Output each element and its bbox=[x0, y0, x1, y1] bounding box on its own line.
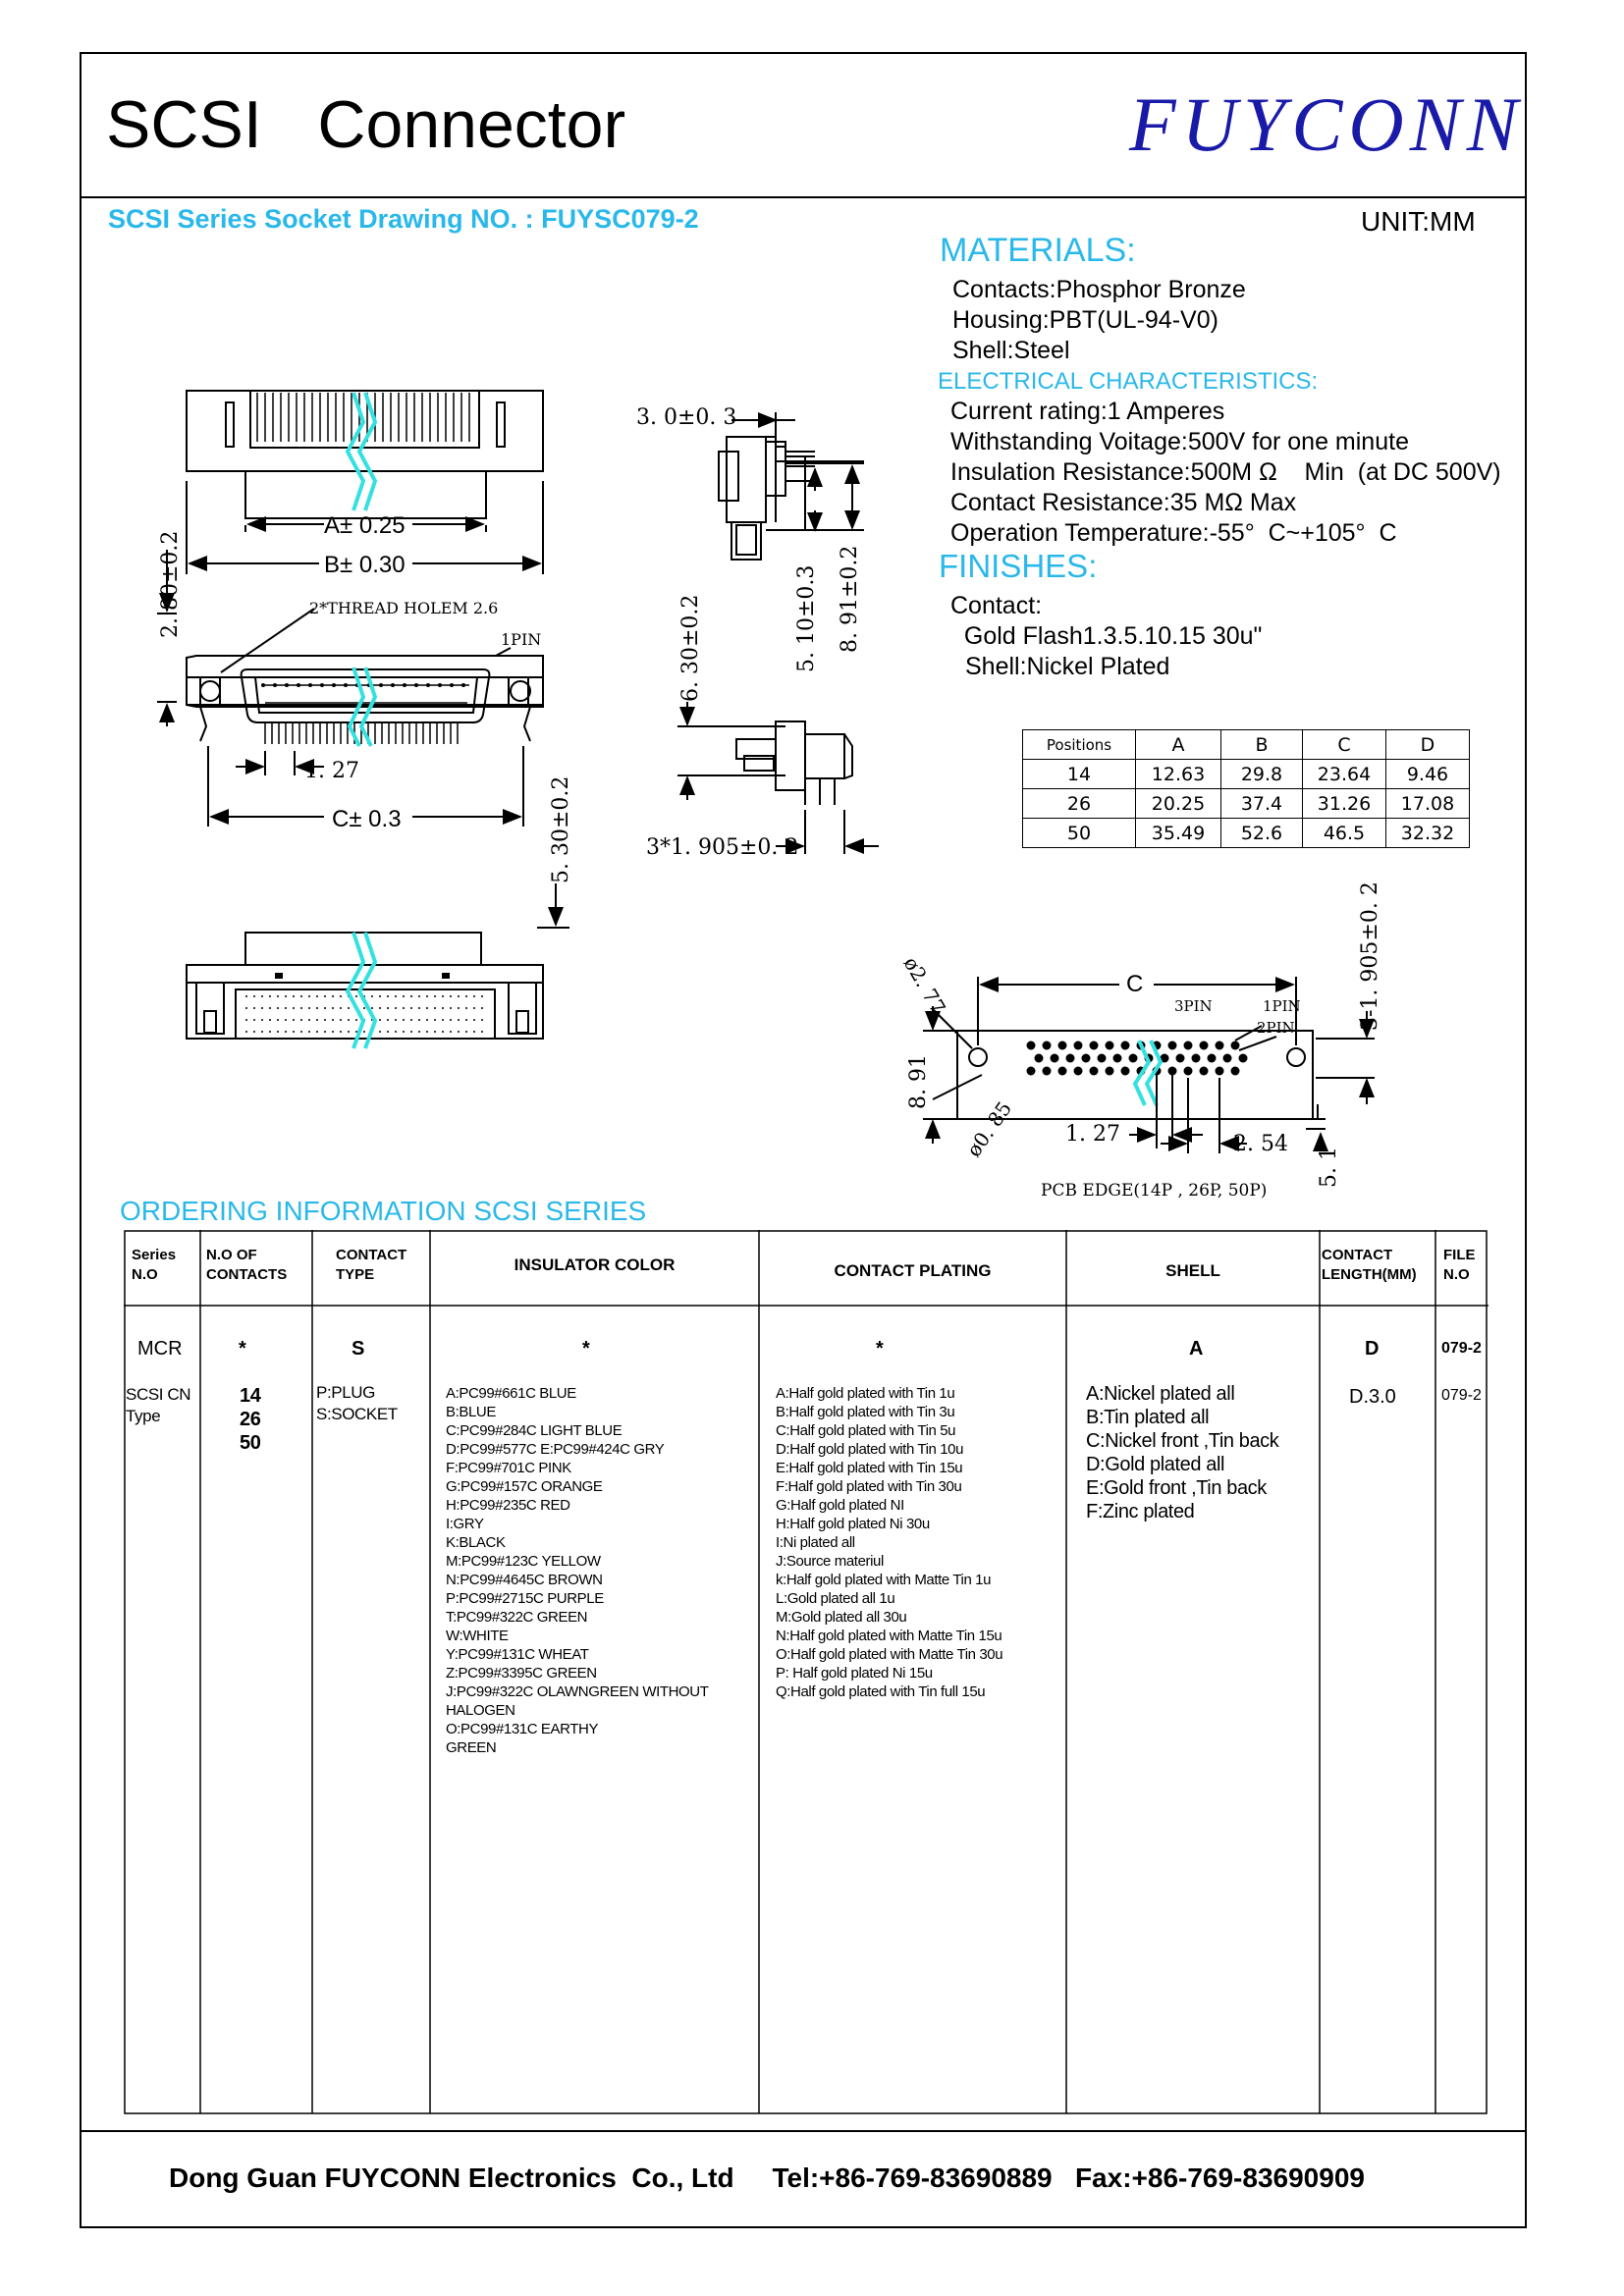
dim-table-cell: 17.08 bbox=[1386, 789, 1470, 819]
header-contacts: N.O OF CONTACTS bbox=[206, 1247, 288, 1283]
materials-heading: MATERIALS: bbox=[940, 232, 1136, 269]
top-view bbox=[187, 391, 543, 574]
side-view-top bbox=[719, 412, 864, 560]
page-title: SCSI Connector bbox=[106, 87, 626, 162]
code-shell: A bbox=[1189, 1338, 1204, 1360]
header-insulator-color: INSULATOR COLOR bbox=[514, 1255, 676, 1274]
header-contact-length: CONTACT LENGTH(MM) bbox=[1322, 1247, 1417, 1283]
front-view bbox=[157, 550, 543, 827]
dim-table-cell: 52.6 bbox=[1221, 819, 1303, 848]
materials-line: Shell:Steel bbox=[952, 337, 1070, 364]
code-plating: * bbox=[876, 1338, 884, 1360]
side-view-bottom bbox=[677, 702, 879, 854]
pcb-hole-label: ø2. 77 bbox=[898, 952, 950, 1019]
detail-contacts: 14 26 50 bbox=[240, 1385, 261, 1454]
dim-table-cell: 35.49 bbox=[1136, 819, 1221, 848]
electrical-line: Current rating:1 Amperes bbox=[950, 398, 1225, 425]
dim-table-header: C bbox=[1303, 730, 1386, 760]
electrical-line: Withstanding Voitage:500V for one minute bbox=[950, 428, 1409, 455]
dim-c-label: C± 0.3 bbox=[332, 806, 402, 832]
finishes-line: Gold Flash1.3.5.10.15 30u" bbox=[950, 622, 1263, 650]
pcb-8-91-label: 8. 91 bbox=[906, 1054, 931, 1109]
detail-series: SCSI CN Type bbox=[126, 1385, 191, 1425]
code-length: D bbox=[1365, 1338, 1380, 1360]
dim-1905-label: 3*1. 905±0. 2 bbox=[646, 835, 799, 860]
pitch-label: 1. 27 bbox=[304, 759, 359, 783]
dim-table-cell: 20.25 bbox=[1136, 789, 1221, 819]
dim-table-cell: 14 bbox=[1023, 760, 1136, 789]
dim-5-10-label: 5. 10±0.3 bbox=[794, 564, 819, 672]
dim-table-row bbox=[1023, 789, 1470, 819]
code-series: MCR bbox=[137, 1338, 183, 1360]
header-contact-type: CONTACT TYPE bbox=[336, 1247, 407, 1283]
detail-plating: A:Half gold plated with Tin 1u B:Half gold plated with Tin 3u C:Half gold plated with Tin 5u D:Half gold plated with Tin 10u E:Half gold plated with Tin 15u F:Half gold plated with Tin 30u G:Half gold plated NI H:Half gold plated Ni 30u I:Ni plated all J:Source materiul k:Half gold plated with Matte Tin 1u L:Gold plated all 1u M:Gold plated all 30u N:Half gold plated with Matte Tin 15u O:Half gold plated with Matte Tin 30u P: Half gold plated Ni 15u Q:Half gold plated with Tin full 15u bbox=[776, 1385, 1003, 1700]
finishes-heading: FINISHES: bbox=[939, 548, 1098, 584]
bottom-view bbox=[187, 883, 569, 1048]
code-type: S bbox=[352, 1338, 365, 1360]
pcb-edge-label: PCB EDGE(14P , 26P, 50P) bbox=[1041, 1181, 1268, 1201]
materials-line: Housing:PBT(UL-94-V0) bbox=[952, 306, 1218, 334]
electrical-line: Contact Resistance:35 MΩ Max bbox=[950, 489, 1297, 516]
detail-file: 079-2 bbox=[1441, 1387, 1482, 1404]
dim-table-header: B bbox=[1221, 730, 1303, 760]
pin1-label: 1PIN bbox=[501, 630, 542, 649]
header-shell: SHELL bbox=[1165, 1261, 1220, 1280]
ordering-table bbox=[124, 1230, 1489, 2115]
dim-a-label: A± 0.25 bbox=[324, 512, 406, 539]
dim-table-cell: 32.32 bbox=[1386, 819, 1470, 848]
dim-3-0-label: 3. 0±0. 3 bbox=[636, 405, 737, 430]
drawing-number: SCSI Series Socket Drawing NO. : FUYSC079-2 bbox=[108, 204, 699, 234]
code-contacts: * bbox=[239, 1338, 246, 1360]
unit-label: UNIT:MM bbox=[1361, 206, 1476, 237]
pcb-pitch-label: 3-1. 905±0. 2 bbox=[1358, 881, 1382, 1031]
pcb-5-1-label: 5. 1 bbox=[1317, 1147, 1341, 1188]
dim-table-cell: 12.63 bbox=[1136, 760, 1221, 789]
finishes-line: Shell:Nickel Plated bbox=[965, 653, 1170, 680]
dim-table-cell: 37.4 bbox=[1221, 789, 1303, 819]
pcb-1-27-label: 1. 27 bbox=[1065, 1122, 1120, 1147]
finishes-line: Contact: bbox=[950, 592, 1043, 619]
header-contact-plating: CONTACT PLATING bbox=[834, 1261, 992, 1280]
pcb-2pin-label: 2PIN bbox=[1257, 1019, 1295, 1037]
electrical-line: Insulation Resistance:500M Ω Min (at DC 500V) bbox=[950, 458, 1501, 486]
pcb-3pin-label: 3PIN bbox=[1174, 997, 1213, 1015]
code-file: 079-2 bbox=[1441, 1340, 1482, 1357]
pcb-pin-hole-label: ø0. 85 bbox=[961, 1096, 1017, 1161]
dim-table-header: A bbox=[1136, 730, 1221, 760]
detail-color: A:PC99#661C BLUE B:BLUE C:PC99#284C LIGHT BLUE D:PC99#577C E:PC99#424C GRY F:PC99#701C PINK G:PC99#157C ORANGE H:PC99#235C RED I:GRY K:BLACK M:PC99#123C YELLOW N:PC99#4645C BROWN P:PC99#2715C PURPLE T:PC99#322C GREEN W:WHITE Y:PC99#131C WHEAT Z:PC99#3395C GREEN J:PC99#322C OLAWNGREEN WITHOUT HALOGEN O:PC99#131C EARTHY GREEN bbox=[446, 1385, 709, 1756]
dim-table-cell: 50 bbox=[1023, 819, 1136, 848]
dim-table-cell: 31.26 bbox=[1303, 789, 1386, 819]
detail-shell: A:Nickel plated all B:Tin plated all C:Nickel front ,Tin back D:Gold plated all E:Gold front ,Tin back F:Zinc plated bbox=[1086, 1383, 1279, 1522]
thread-hole-label: 2*THREAD HOLEM 2.6 bbox=[309, 599, 499, 617]
brand-logo: FUYCONN bbox=[1129, 81, 1524, 167]
dim-table-cell: 9.46 bbox=[1386, 760, 1470, 789]
dim-table-header: D bbox=[1386, 730, 1470, 760]
code-color: * bbox=[582, 1338, 590, 1360]
dim-2-80-label: 2. 80±0.2 bbox=[158, 530, 183, 638]
header-series: Series N.O bbox=[132, 1247, 177, 1283]
electrical-line: Operation Temperature:-55° C~+105° C bbox=[950, 519, 1397, 547]
header-file-no: FILE N.O bbox=[1443, 1247, 1476, 1283]
pcb-c-label: C bbox=[1126, 971, 1144, 997]
dim-6-30-label: 6. 30±0.2 bbox=[678, 594, 703, 702]
dim-table-cell: 26 bbox=[1023, 789, 1136, 819]
pcb-2-54-label: 2. 54 bbox=[1233, 1132, 1288, 1156]
detail-length: D.3.0 bbox=[1349, 1386, 1396, 1408]
dim-table-cell: 29.8 bbox=[1221, 760, 1303, 789]
dim-table-header: Positions bbox=[1023, 730, 1136, 760]
dim-5-30-label: 5. 30±0.2 bbox=[549, 775, 573, 883]
footer-company: Dong Guan FUYCONN Electronics Co., Ltd Tel:+86-769-83690889 Fax:+86-769-83690909 bbox=[169, 2163, 1365, 2193]
dim-8-91-label: 8. 91±0.2 bbox=[838, 545, 862, 653]
materials-line: Contacts:Phosphor Bronze bbox=[952, 276, 1246, 303]
detail-type: P:PLUG S:SOCKET bbox=[316, 1383, 398, 1423]
dim-table-row bbox=[1023, 760, 1470, 789]
dimension-table bbox=[1022, 729, 1470, 848]
dim-table-cell: 46.5 bbox=[1303, 819, 1386, 848]
dim-b-label: B± 0.30 bbox=[324, 552, 406, 578]
electrical-heading: ELECTRICAL CHARACTERISTICS: bbox=[938, 368, 1319, 395]
dim-table-cell: 23.64 bbox=[1303, 760, 1386, 789]
dim-table-row bbox=[1023, 819, 1470, 848]
pcb-1pin-label: 1PIN bbox=[1263, 997, 1301, 1015]
ordering-title: ORDERING INFORMATION SCSI SERIES bbox=[120, 1196, 647, 1226]
